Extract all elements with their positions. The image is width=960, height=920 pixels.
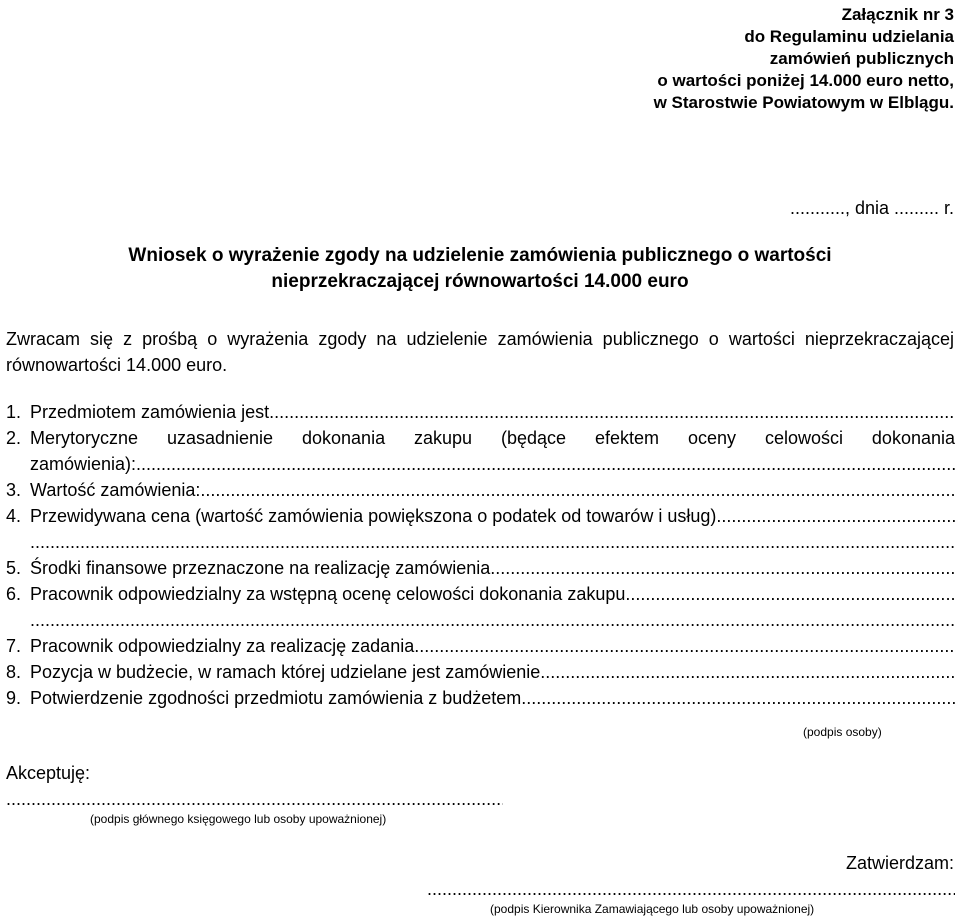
fill-dots bbox=[136, 453, 955, 475]
item-text: Pracownik odpowiedzialny za wstępną ocenę celowości dokonania zakupu bbox=[30, 584, 626, 604]
attachment-header bbox=[654, 4, 954, 114]
document-title bbox=[0, 243, 960, 295]
item-text: Potwierdzenie zgodności przedmiotu zamówienia z budżetem bbox=[30, 688, 522, 708]
fill-line bbox=[6, 531, 955, 553]
header-line: Załącznik nr 3 bbox=[841, 5, 954, 24]
list-item bbox=[6, 505, 955, 527]
item-number: 3. bbox=[6, 480, 22, 500]
fill-dots bbox=[540, 661, 955, 683]
item-text: Przewidywana cena (wartość zamówienia powiększona o podatek od towarów i usług) bbox=[30, 506, 717, 526]
fill-dots bbox=[414, 635, 955, 657]
list-item bbox=[6, 635, 955, 657]
header-line: zamówień publicznych bbox=[769, 49, 954, 68]
intro-paragraph: Zwracam się z prośbą o wyrażenia zgody na udzielenie zamówienia publicznego o wartości nieprzekraczającej równowartości 14.000 euro. bbox=[6, 329, 954, 375]
item-text: Przedmiotem zamówienia jest bbox=[30, 402, 270, 422]
item-text: Pozycja w budżecie, w ramach której udzielane jest zamówienie bbox=[30, 662, 541, 682]
approve-label: Zatwierdzam: bbox=[845, 853, 954, 873]
list-item bbox=[6, 583, 955, 605]
item-number: 4. bbox=[6, 506, 22, 526]
item-number: 9. bbox=[6, 688, 22, 708]
item-number: 2. bbox=[6, 428, 22, 448]
item-number: 5. bbox=[6, 558, 22, 578]
item-number: 8. bbox=[6, 662, 22, 682]
item-text: Pracownik odpowiedzialny za realizację zadania bbox=[30, 636, 415, 656]
fill-dots bbox=[716, 505, 955, 527]
items-list bbox=[6, 401, 955, 713]
accept-signature-dots bbox=[6, 789, 503, 810]
fill-dots bbox=[200, 479, 955, 501]
list-item bbox=[6, 661, 955, 683]
item-continuation bbox=[6, 453, 955, 475]
item-text: Wartość zamówienia: bbox=[30, 480, 201, 500]
item-number: 6. bbox=[6, 584, 22, 604]
fill-dots bbox=[30, 609, 955, 631]
header-line: do Regulaminu udzielania bbox=[744, 27, 954, 46]
title-line-2: nieprzekraczającej równowartości 14.000 euro bbox=[271, 271, 689, 292]
fill-dots bbox=[269, 401, 955, 423]
fill-line bbox=[6, 609, 955, 631]
list-item bbox=[6, 687, 955, 709]
list-item bbox=[6, 401, 955, 423]
fill-dots bbox=[490, 557, 955, 579]
person-signature-caption: (podpis osoby) bbox=[803, 725, 882, 739]
item-number: 1. bbox=[6, 402, 22, 422]
fill-dots bbox=[521, 687, 955, 709]
date-line: ..........., dnia ......... r. bbox=[789, 198, 954, 218]
item-text: Merytoryczne uzasadnienie dokonania zakupu (będące efektem oceny celowości dokonania bbox=[30, 428, 955, 448]
item-number: 7. bbox=[6, 636, 22, 656]
list-item bbox=[6, 427, 955, 449]
title-line-1: Wniosek o wyrażenie zgody na udzielenie zamówienia publicznego o wartości bbox=[128, 245, 832, 266]
item-text: Środki finansowe przeznaczone na realizację zamówienia bbox=[30, 558, 491, 578]
list-item bbox=[6, 479, 955, 501]
item-text-cont: zamówienia): bbox=[30, 454, 137, 474]
header-line: w Starostwie Powiatowym w Elblągu. bbox=[653, 93, 954, 112]
accept-label: Akceptuję: bbox=[6, 763, 91, 783]
accept-signature-caption: (podpis głównego księgowego lub osoby upoważnionej) bbox=[90, 812, 387, 826]
fill-dots bbox=[625, 583, 955, 605]
approve-signature-dots bbox=[427, 879, 955, 900]
header-line: o wartości poniżej 14.000 euro netto, bbox=[657, 71, 954, 90]
list-item bbox=[6, 557, 955, 579]
fill-dots bbox=[30, 531, 955, 553]
approve-signature-caption: (podpis Kierownika Zamawiającego lub osoby upoważnionej) bbox=[490, 902, 815, 916]
